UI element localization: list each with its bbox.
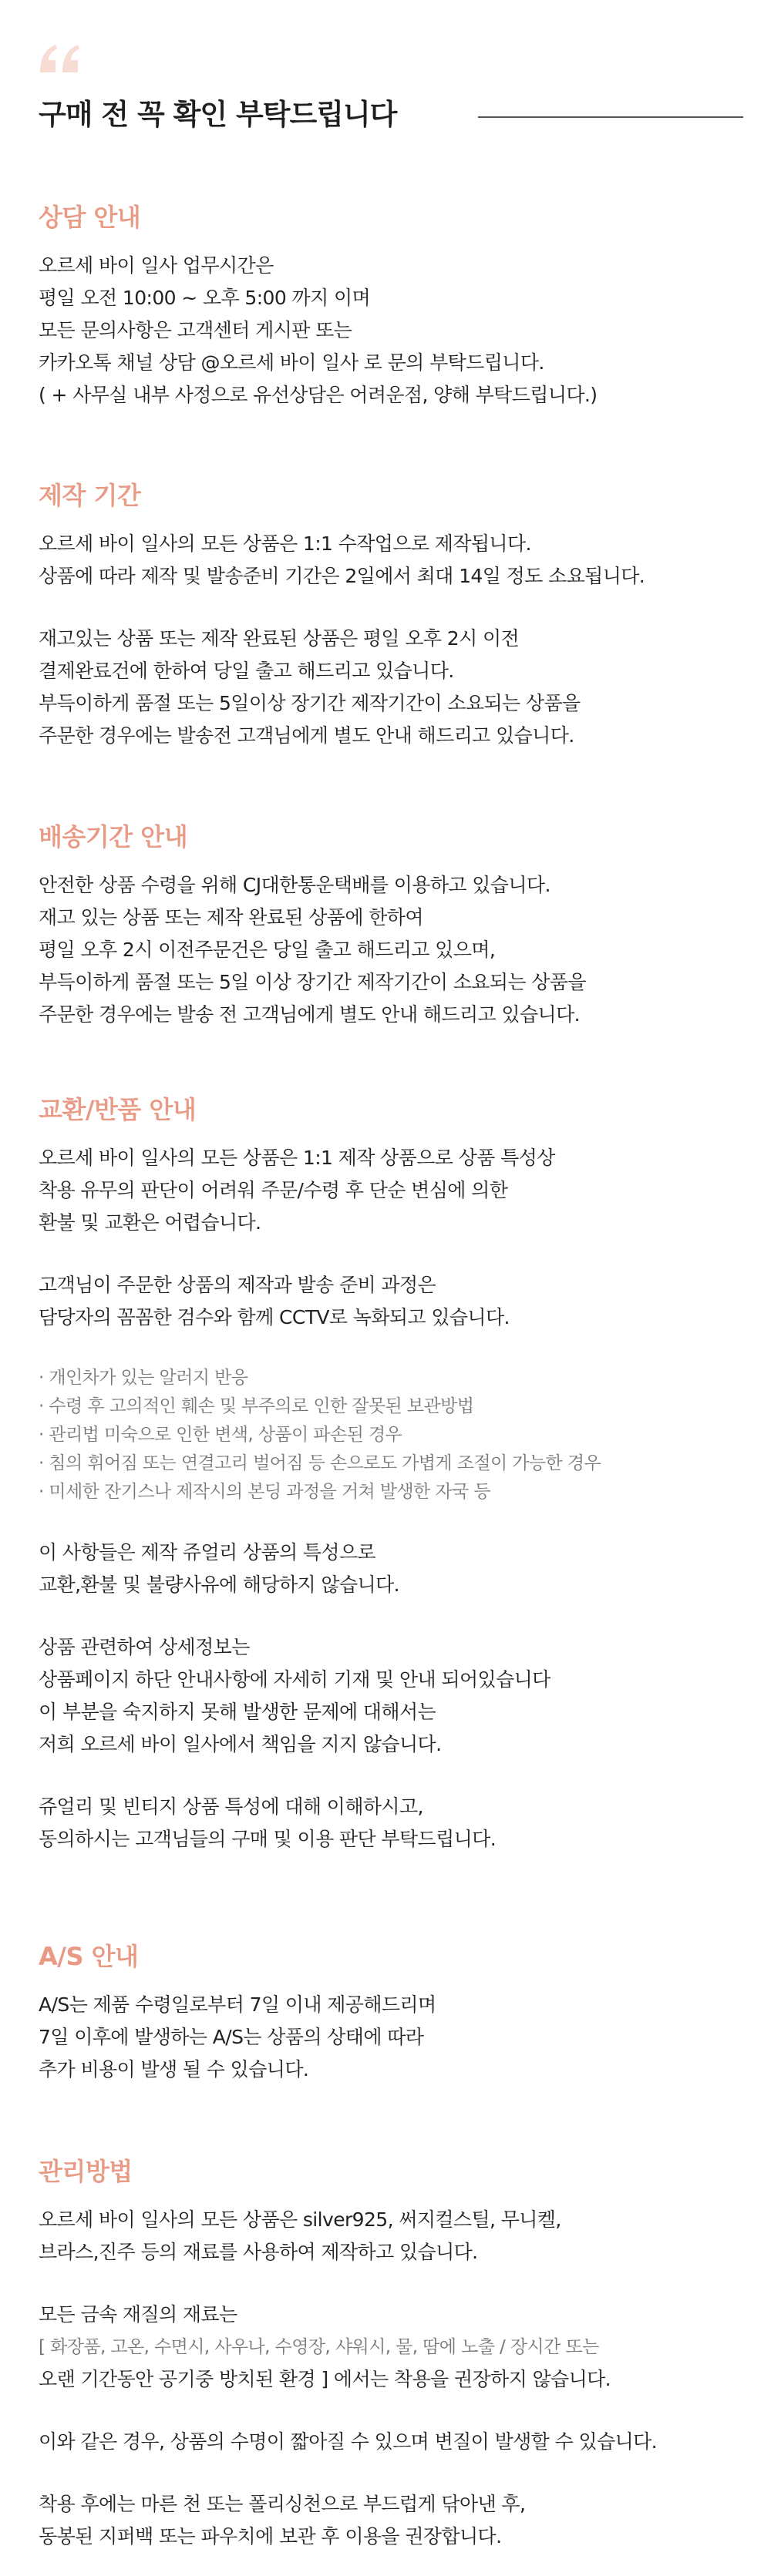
paragraph (39, 623, 740, 752)
text-line: 상품 관련하여 상세정보는 (39, 1636, 250, 1658)
paragraph (39, 2488, 740, 2553)
text-line: 담당자의 꼼꼼한 검수와 함께 CCTV로 녹화되고 있습니다. (39, 1306, 510, 1328)
text-line: 모든 문의사항은 고객센터 게시판 또는 (39, 319, 352, 341)
text-line: 착용 후에는 마른 천 또는 폴리싱천으로 부드럽게 닦아낸 후, (39, 2493, 526, 2515)
text-line: 상품페이지 하단 안내사항에 자세히 기재 및 안내 되어있습니다 (39, 1668, 550, 1691)
text-line: 고객님이 주문한 상품의 제작과 발송 준비 과정은 (39, 1274, 436, 1296)
text-line: 오르세 바이 일사의 모든 상품은 silver925, 써지컬스틸, 무니켈, (39, 2208, 561, 2231)
list-item: · 관리법 미숙으로 인한 변색, 상품이 파손된 경우 (39, 1425, 402, 1445)
text-line: 착용 유무의 판단이 어려워 주문/수령 후 단순 변심에 의한 (39, 1179, 508, 1201)
text-line: 카카오톡 채널 상담 @오르세 바이 일사 로 문의 부탁드립니다. (39, 351, 544, 374)
text-line: 오르세 바이 일사 업무시간은 (39, 254, 274, 277)
text-line: 오르세 바이 일사의 모든 상품은 1:1 수작업으로 제작됩니다. (39, 532, 531, 555)
text-line: A/S는 제품 수령일로부터 7일 이내 제공해드리며 (39, 1993, 436, 2016)
text-line: 7일 이후에 발생하는 A/S는 상품의 상태에 따라 (39, 2026, 424, 2048)
text-line: 오랜 기간동안 공기중 방치된 환경 ] 에서는 착용을 권장하지 않습니다. (39, 2368, 611, 2390)
paragraph (39, 1989, 740, 2086)
section-title: 교환/반품 안내 (39, 1095, 197, 1124)
text-line: 상품에 따라 제작 및 발송준비 기간은 2일에서 최대 14일 정도 소요됩니다. (39, 565, 645, 587)
paragraph (39, 1269, 740, 1334)
text-line: 동봉된 지퍼백 또는 파우치에 보관 후 이용을 권장합니다. (39, 2525, 502, 2547)
title-divider (478, 116, 743, 118)
page-title: 구매 전 꼭 확인 부탁드립니다 (39, 98, 397, 131)
text-line: ( + 사무실 내부 사정으로 유선상담은 어려운점, 양해 부탁드립니다.) (39, 384, 598, 406)
paragraph (39, 869, 740, 1031)
text-line: 부득이하게 품절 또는 5일 이상 장기간 제작기간이 소요되는 상품을 (39, 971, 586, 993)
text-line: 브라스,진주 등의 재료를 사용하여 제작하고 있습니다. (39, 2241, 478, 2263)
text-line: 모든 금속 재질의 재료는 (39, 2303, 237, 2326)
text-line: 이 부분을 숙지하지 못해 발생한 문제에 대해서는 (39, 1701, 436, 1723)
paragraph (39, 528, 740, 593)
section-title: 상담 안내 (39, 203, 141, 232)
text-line: 이 사항들은 제작 쥬얼리 상품의 특성으로 (39, 1541, 376, 1563)
section-title: 관리방법 (39, 2157, 133, 2186)
text-line: 결제완료건에 한하여 당일 출고 해드리고 있습니다. (39, 660, 454, 682)
text-line: 안전한 상품 수령을 위해 CJ대한통운택배를 이용하고 있습니다. (39, 874, 550, 896)
section-title: 제작 기간 (39, 481, 141, 510)
paragraph (39, 2299, 740, 2396)
paragraph (39, 1537, 740, 1601)
paragraph (39, 250, 740, 411)
section-production-period (39, 480, 740, 752)
section-shipping (39, 821, 740, 1031)
paragraph (39, 1791, 740, 1856)
section-exchange-return (39, 1094, 740, 1856)
paragraph (39, 1142, 740, 1239)
text-line: 재고있는 상품 또는 제작 완료된 상품은 평일 오후 2시 이전 (39, 627, 520, 650)
list-item: · 수령 후 고의적인 훼손 및 부주의로 인한 잘못된 보관방법 (39, 1396, 474, 1416)
text-line: 교환,환불 및 불량사유에 해당하지 않습니다. (39, 1573, 399, 1596)
section-title: A/S 안내 (39, 1942, 139, 1971)
list-item: · 미세한 잔기스나 제작시의 본딩 과정을 거쳐 발생한 자국 등 (39, 1482, 490, 1502)
text-line: 저희 오르세 바이 일사에서 책임을 지지 않습니다. (39, 1733, 442, 1755)
text-line: 부득이하게 품절 또는 5일이상 장기간 제작기간이 소요되는 상품을 (39, 692, 581, 714)
text-line: 동의하시는 고객님들의 구매 및 이용 판단 부탁드립니다. (39, 1828, 497, 1850)
text-line: 추가 비용이 발생 될 수 있습니다. (39, 2058, 309, 2081)
paragraph (39, 2204, 740, 2269)
text-line-note: [ 화장품, 고온, 수면시, 사우나, 수영장, 샤워시, 물, 땀에 노출 / 장시간 또는 (39, 2337, 599, 2357)
section-care (39, 2156, 740, 2553)
quote-mark-icon (37, 42, 83, 76)
text-line: 주문한 경우에는 발송 전 고객님에게 별도 안내 해드리고 있습니다. (39, 1003, 580, 1026)
section-title: 배송기간 안내 (39, 822, 188, 851)
list-item: · 개인차가 있는 알러지 반응 (39, 1368, 248, 1388)
text-line: 환불 및 교환은 어렵습니다. (39, 1211, 261, 1234)
text-line: 평일 오전 10:00 ~ 오후 5:00 까지 이며 (39, 287, 371, 309)
list-item: · 침의 휘어짐 또는 연결고리 벌어짐 등 손으로도 가볍게 조절이 가능한 경우 (39, 1453, 601, 1473)
text-line: 재고 있는 상품 또는 제작 완료된 상품에 한하여 (39, 906, 423, 929)
text-line: 쥬얼리 및 빈티지 상품 특성에 대해 이해하시고, (39, 1795, 423, 1818)
text-line: 평일 오후 2시 이전주문건은 당일 출고 해드리고 있으며, (39, 939, 496, 961)
text-line: 이와 같은 경우, 상품의 수명이 짧아질 수 있으며 변질이 발생할 수 있습니다. (39, 2430, 658, 2453)
section-after-service (39, 1941, 740, 2086)
text-line: 주문한 경우에는 발송전 고객님에게 별도 안내 해드리고 있습니다. (39, 724, 574, 747)
section-consultation (39, 202, 740, 411)
paragraph (39, 2426, 740, 2458)
text-line: 오르세 바이 일사의 모든 상품은 1:1 제작 상품으로 상품 특성상 (39, 1147, 555, 1169)
paragraph (39, 1631, 740, 1761)
exclusion-list (39, 1364, 740, 1506)
